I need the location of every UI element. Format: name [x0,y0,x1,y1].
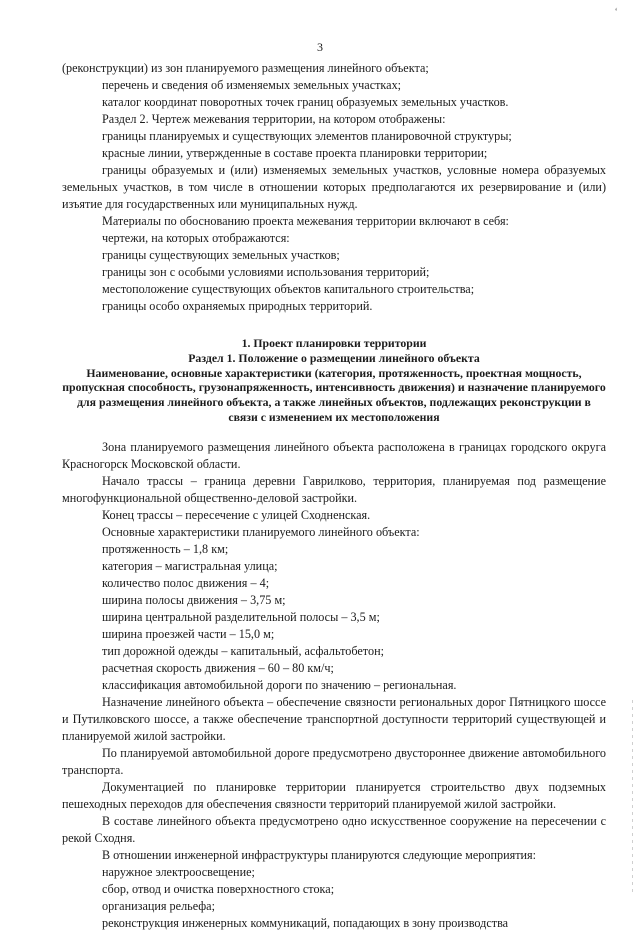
paragraph: категория – магистральная улица; [102,558,278,573]
paragraph: В составе линейного объекта предусмотрено одно искусственное сооружение на пересечении с рекой Сходня. [62,813,606,845]
section-headings [62,336,606,425]
paragraph: ширина полосы движения – 3,75 м; [102,592,286,607]
paragraph: Начало трассы – граница деревни Гаврилково, территория, планируемая под размещение многофункциональной общественно-деловой застройки. [62,473,606,505]
paragraph: организация рельефа; [102,898,215,913]
paragraph: По планируемой автомобильной дороге предусмотрено двустороннее движение автомобильного транспорта. [62,745,606,777]
subsection-heading: Наименование, основные характеристики (категория, протяженность, проектная мощность, пропускная способность, грузонапряженность, интенсивность движения) и назначение планируемого для размещения линейного объекта, а также линейных объектов, подлежащих реконструкции в связи с изменением их местоположения [62,365,606,424]
paragraph: Конец трассы – пересечение с улицей Сходненская. [102,507,371,522]
paragraph: границы существующих земельных участков; [102,248,340,262]
paragraph: перечень и сведения об изменяемых земельных участках; [102,78,402,92]
paragraph: чертежи, на которых отображаются: [102,231,290,245]
paragraph: каталог координат поворотных точек границ образуемых земельных участков. [102,95,509,109]
paragraph: границы образуемых и (или) изменяемых земельных участков, условные номера образуемых земельных участков, в том числе в отношении которых предполагаются их резервирование и (или) изъятие для государственных или муниципальных нужд. [62,163,606,211]
section-title: 1. Проект планировки территории [241,336,427,350]
paragraph: границы особо охраняемых природных территорий. [102,299,373,313]
paragraph: (реконструкции) из зон планируемого размещения линейного объекта; [62,61,429,75]
paragraph: расчетная скорость движения – 60 – 80 км/ч; [102,660,334,675]
paragraph: Назначение линейного объекта – обеспечение связности региональных дорог Пятницкого шоссе и Путилковского шоссе, а также обеспечение транспортной доступности территорий существующей и планируемой жилой застройки. [62,694,606,743]
paragraph: реконструкция инженерных коммуникаций, попадающих в зону производства [102,915,509,930]
paragraph: В отношении инженерной инфраструктуры планируются следующие мероприятия: [102,847,537,862]
paragraph: Материалы по обоснованию проекта межевания территории включают в себя: [102,214,509,228]
intro-section [62,60,606,315]
paragraph: протяженность – 1,8 км; [102,541,229,556]
paragraph: тип дорожной одежды – капитальный, асфальтобетон; [102,643,384,658]
paragraph: ширина центральной разделительной полосы – 3,5 м; [102,609,380,624]
page-number: 3 [317,40,323,54]
main-section [62,439,606,932]
paragraph: классификация автомобильной дороги по значению – региональная. [102,677,457,692]
paragraph: Зона планируемого размещения линейного объекта расположена в границах городского округа Красногорск Московской области. [62,439,606,471]
scan-edge-artifact [632,700,633,895]
corner-mark: ʻ [614,6,618,18]
paragraph: количество полос движения – 4; [102,575,270,590]
paragraph: сбор, отвод и очистка поверхностного стока; [102,881,335,896]
paragraph: местоположение существующих объектов капитального строительства; [102,282,475,296]
paragraph: Основные характеристики планируемого линейного объекта: [102,524,420,539]
paragraph: Документацией по планировке территории планируется строительство двух подземных пешеходных переходов для обеспечения связности территорий планируемой жилой застройки. [62,779,606,811]
document-body [62,60,606,932]
paragraph: границы зон с особыми условиями использования территорий; [102,265,430,279]
paragraph: красные линии, утвержденные в составе проекта планировки территории; [102,146,488,160]
paragraph: наружное электроосвещение; [102,864,255,879]
paragraph: границы планируемых и существующих элементов планировочной структуры; [102,129,512,143]
paragraph: Раздел 2. Чертеж межевания территории, на котором отображены: [102,112,446,126]
paragraph: ширина проезжей части – 15,0 м; [102,626,275,641]
subsection-title: Раздел 1. Положение о размещении линейного объекта [188,350,480,365]
